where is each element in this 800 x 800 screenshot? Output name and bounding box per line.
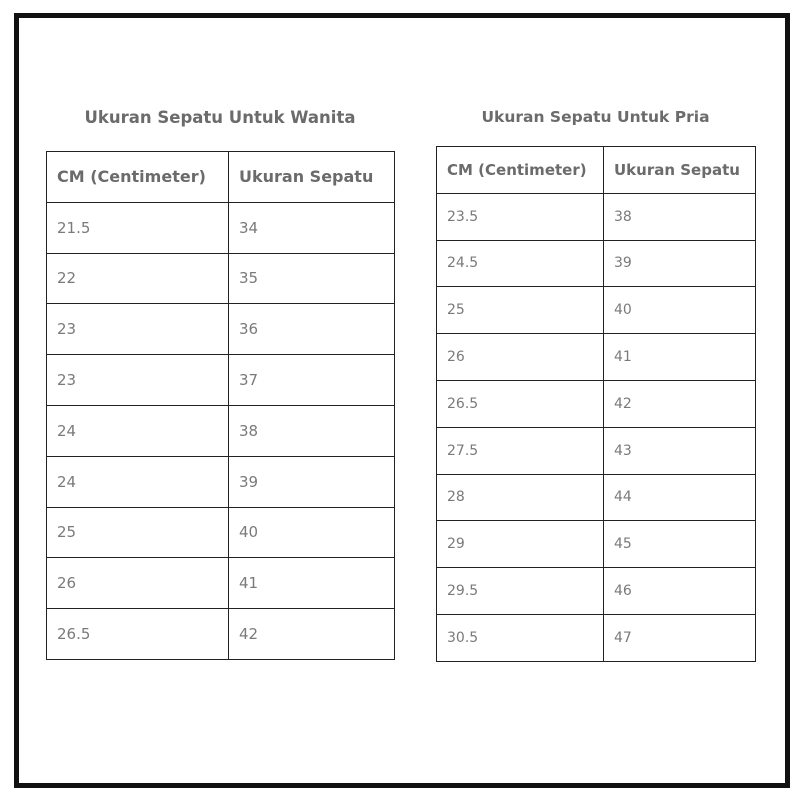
column-header-cm: CM (Centimeter) [47, 152, 229, 203]
cm-cell: 25 [47, 507, 229, 558]
cm-cell: 23 [47, 304, 229, 355]
table-row [47, 253, 395, 304]
shoe-size-cell: 45 [604, 521, 756, 568]
men-size-section [436, 0, 755, 664]
shoe-size-cell: 46 [604, 568, 756, 615]
table-header-row [437, 147, 756, 194]
men-size-table [436, 146, 756, 662]
shoe-size-cell: 39 [604, 240, 756, 287]
women-table-body [47, 202, 395, 659]
cm-cell: 23.5 [437, 193, 604, 240]
table-row [437, 334, 756, 381]
table-row [437, 427, 756, 474]
cm-cell: 26.5 [47, 609, 229, 660]
table-row [47, 304, 395, 355]
table-row [437, 240, 756, 287]
cm-cell: 27.5 [437, 427, 604, 474]
men-table-body [437, 193, 756, 661]
cm-cell: 29.5 [437, 568, 604, 615]
shoe-size-cell: 34 [229, 202, 395, 253]
shoe-size-cell: 39 [229, 456, 395, 507]
table-row [437, 193, 756, 240]
table-row [47, 609, 395, 660]
table-row [47, 558, 395, 609]
cm-cell: 30.5 [437, 614, 604, 661]
table-row [47, 202, 395, 253]
cm-cell: 21.5 [47, 202, 229, 253]
table-row [437, 380, 756, 427]
cm-cell: 24.5 [437, 240, 604, 287]
women-size-table [46, 151, 395, 660]
shoe-size-cell: 38 [229, 405, 395, 456]
table-header-row [47, 152, 395, 203]
shoe-size-cell: 43 [604, 427, 756, 474]
shoe-size-cell: 37 [229, 355, 395, 406]
shoe-size-cell: 44 [604, 474, 756, 521]
cm-cell: 26.5 [437, 380, 604, 427]
cm-cell: 28 [437, 474, 604, 521]
women-table-title: Ukuran Sepatu Untuk Wanita [84, 108, 356, 127]
shoe-size-cell: 36 [229, 304, 395, 355]
women-size-section [46, 0, 394, 660]
shoe-size-cell: 38 [604, 193, 756, 240]
shoe-size-cell: 35 [229, 253, 395, 304]
shoe-size-cell: 40 [229, 507, 395, 558]
table-row [47, 355, 395, 406]
men-table-title: Ukuran Sepatu Untuk Pria [481, 108, 710, 126]
table-row [47, 507, 395, 558]
cm-cell: 26 [437, 334, 604, 381]
cm-cell: 24 [47, 405, 229, 456]
shoe-size-cell: 42 [229, 609, 395, 660]
column-header-size: Ukuran Sepatu [229, 152, 395, 203]
cm-cell: 26 [47, 558, 229, 609]
shoe-size-cell: 40 [604, 287, 756, 334]
table-row [437, 568, 756, 615]
table-row [437, 474, 756, 521]
cm-cell: 22 [47, 253, 229, 304]
table-row [47, 405, 395, 456]
shoe-size-cell: 41 [229, 558, 395, 609]
column-header-size: Ukuran Sepatu [604, 147, 756, 194]
table-row [47, 456, 395, 507]
cm-cell: 24 [47, 456, 229, 507]
cm-cell: 25 [437, 287, 604, 334]
column-header-cm: CM (Centimeter) [437, 147, 604, 194]
table-row [437, 521, 756, 568]
table-row [437, 287, 756, 334]
table-row [437, 614, 756, 661]
shoe-size-cell: 42 [604, 380, 756, 427]
cm-cell: 29 [437, 521, 604, 568]
cm-cell: 23 [47, 355, 229, 406]
shoe-size-cell: 47 [604, 614, 756, 661]
shoe-size-cell: 41 [604, 334, 756, 381]
